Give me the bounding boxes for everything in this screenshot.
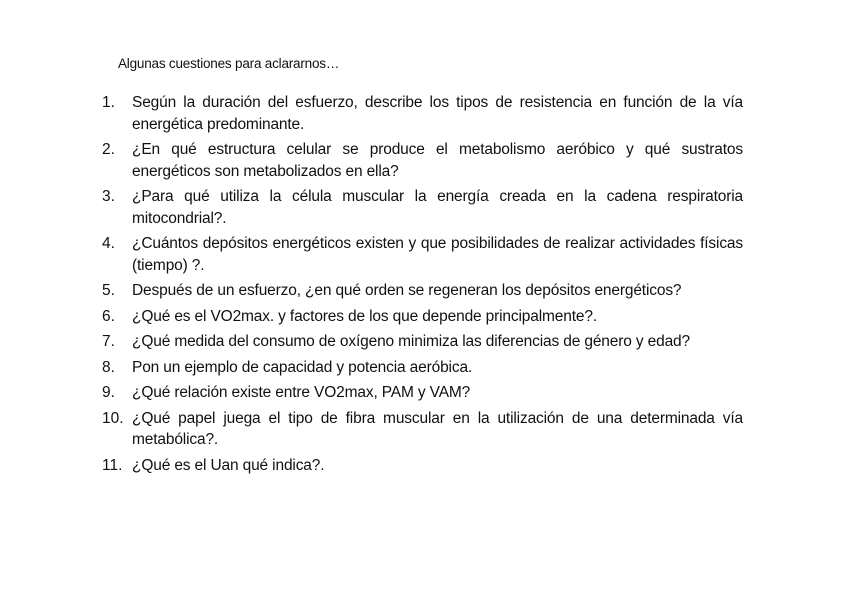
intro-heading: Algunas cuestiones para aclararnos…: [118, 56, 340, 71]
question-number: 1.: [102, 94, 115, 111]
question-text: Después de un esfuerzo, ¿en qué orden se regeneran los depósitos energéticos?: [132, 282, 682, 299]
question-number: 10.: [102, 409, 124, 427]
question-item: [102, 306, 743, 328]
question-text: ¿Cuántos depósitos energéticos existen y que posibilidades de realizar actividades físicas (tiempo) ?.: [132, 235, 743, 274]
question-number: 7.: [102, 333, 115, 350]
question-number: 8.: [102, 358, 115, 376]
question-item: [102, 408, 743, 451]
question-text: Según la duración del esfuerzo, describe los tipos de resistencia en función de la vía energética predominante.: [132, 94, 743, 133]
question-item: [102, 357, 743, 379]
question-list: [102, 92, 743, 480]
question-number: 5.: [102, 282, 115, 299]
question-text: ¿En qué estructura celular se produce el metabolismo aeróbico y qué sustratos energéticos son metabolizados en ella?: [132, 141, 743, 180]
question-item: [102, 455, 743, 477]
question-number: 3.: [102, 188, 115, 205]
question-text: ¿Para qué utiliza la célula muscular la energía creada en la cadena respiratoria mitocondrial?.: [132, 188, 743, 227]
question-text: ¿Qué es el VO2max. y factores de los que depende principalmente?.: [132, 307, 597, 325]
question-item: [102, 139, 743, 182]
question-number: 11.: [102, 456, 123, 474]
question-number: 9.: [102, 384, 115, 401]
question-text: ¿Qué papel juega el tipo de fibra muscular en la utilización de una determinada vía metabólica?.: [132, 409, 743, 448]
question-number: 2.: [102, 141, 115, 158]
question-item: [102, 92, 743, 135]
question-number: 6.: [102, 307, 115, 325]
question-text: Pon un ejemplo de capacidad y potencia aeróbica.: [132, 358, 473, 376]
question-text: ¿Qué medida del consumo de oxígeno minimiza las diferencias de género y edad?: [132, 333, 690, 350]
question-item: [102, 233, 743, 276]
question-item: [102, 280, 743, 302]
question-item: [102, 186, 743, 229]
question-text: ¿Qué es el Uan qué indica?.: [132, 456, 325, 474]
question-number: 4.: [102, 235, 115, 252]
question-text: ¿Qué relación existe entre VO2max, PAM y VAM?: [132, 384, 471, 401]
question-item: [102, 382, 743, 404]
question-item: [102, 331, 743, 353]
